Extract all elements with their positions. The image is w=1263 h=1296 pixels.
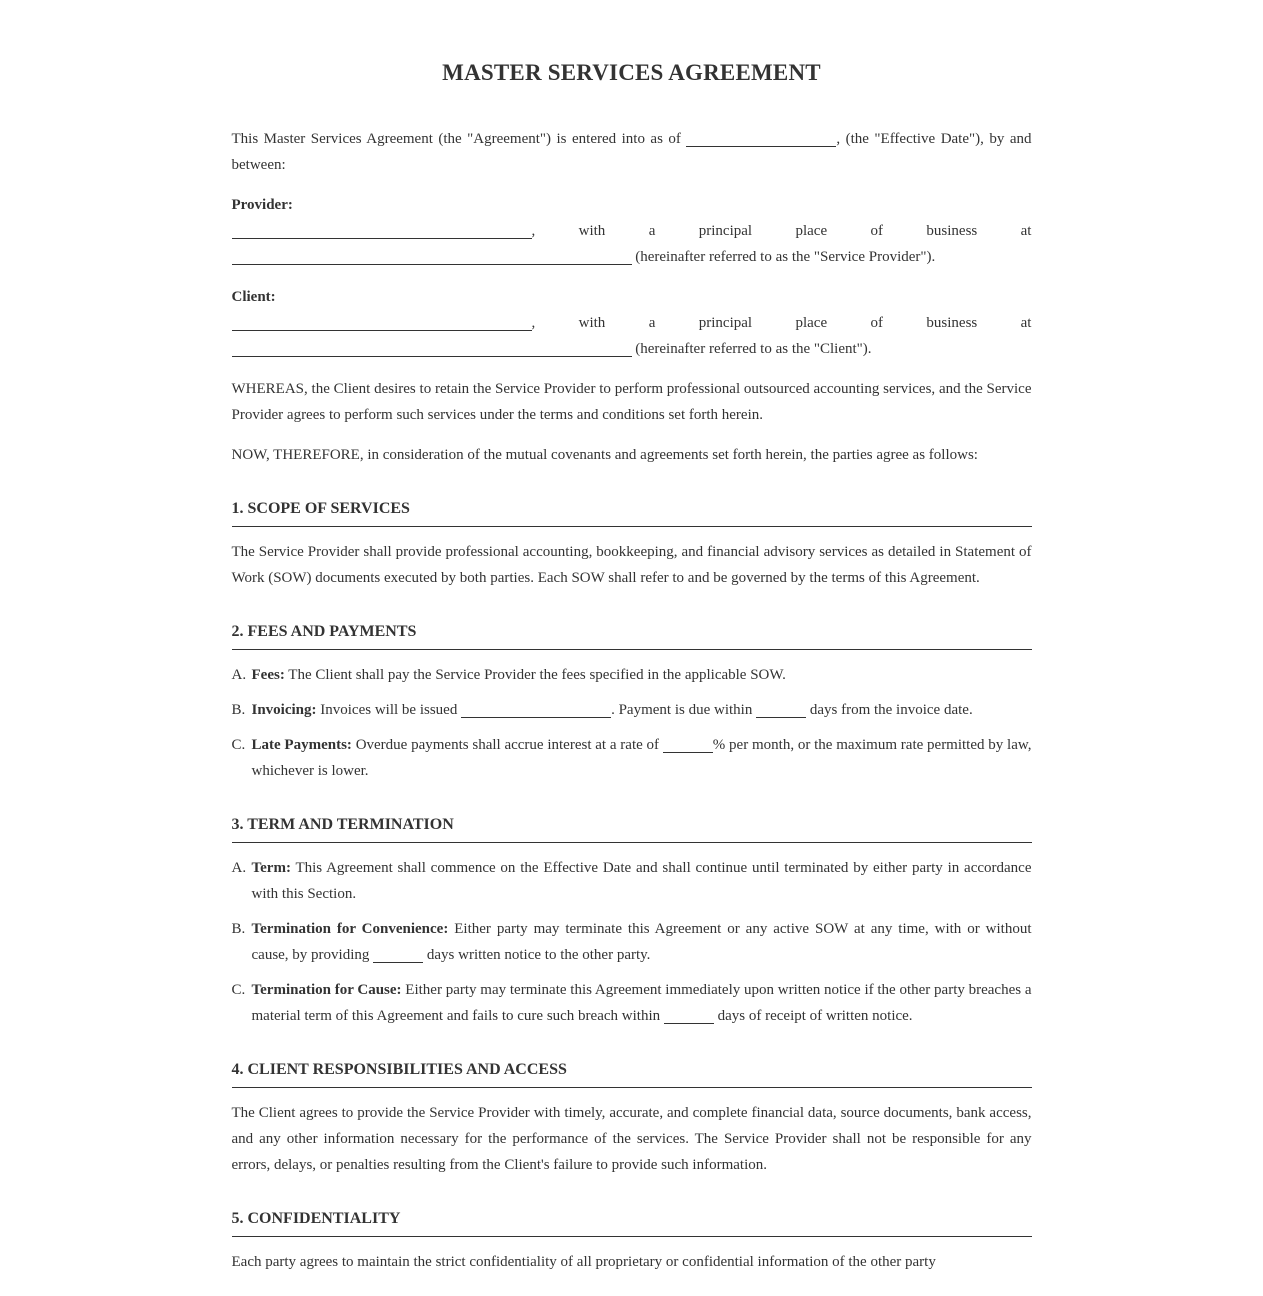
provider-block bbox=[232, 192, 1032, 270]
interest-rate-blank[interactable] bbox=[663, 738, 713, 753]
item-term: Invoicing: bbox=[251, 702, 317, 718]
provider-word: at bbox=[1020, 223, 1032, 239]
provider-comma: , bbox=[531, 223, 536, 239]
item-text: Invoices will be issued bbox=[316, 702, 462, 718]
item-letter: B. bbox=[231, 702, 246, 718]
item-body bbox=[252, 855, 1032, 907]
intro-text-before: This Master Services Agreement (the "Agreement") is entered into as of bbox=[231, 131, 687, 147]
client-word: of bbox=[870, 315, 884, 331]
item-term: Termination for Convenience: bbox=[251, 921, 449, 937]
client-name-group bbox=[232, 310, 536, 336]
client-word: principal bbox=[698, 315, 753, 331]
whereas-paragraph: WHEREAS, the Client desires to retain the Service Provider to perform professional outsourced accounting services, and the Service Provider agrees to perform such services under the terms and conditions set forth herein. bbox=[231, 381, 1032, 423]
section-heading-fees: 2. FEES AND PAYMENTS bbox=[232, 619, 1032, 650]
section-heading-scope: 1. SCOPE OF SERVICES bbox=[232, 496, 1032, 527]
list-item bbox=[232, 732, 1032, 784]
item-text: days from the invoice date. bbox=[806, 702, 973, 718]
item-letter: A. bbox=[231, 860, 247, 876]
document-title: MASTER SERVICES AGREEMENT bbox=[442, 60, 821, 85]
provider-word: principal bbox=[698, 223, 753, 239]
now-therefore-paragraph: NOW, THEREFORE, in consideration of the mutual covenants and agreements set forth herein, the parties agree as follows: bbox=[231, 447, 978, 463]
item-text: Overdue payments shall accrue interest at a rate of bbox=[351, 737, 663, 753]
item-text: Either party may terminate this Agreement immediately upon written notice if the other party breaches a material term of this Agreement and fails to cure such breach within bbox=[251, 982, 1032, 1024]
provider-heading: Provider: bbox=[231, 197, 293, 213]
item-body bbox=[252, 916, 1032, 968]
item-text: The Client shall pay the Service Provider the fees specified in the applicable SOW. bbox=[284, 667, 786, 683]
item-text: . Payment is due within bbox=[611, 702, 757, 718]
client-word: business bbox=[926, 315, 978, 331]
client-line bbox=[232, 310, 1032, 336]
provider-word: business bbox=[926, 223, 978, 239]
list-item bbox=[232, 977, 1032, 1029]
effective-date-blank[interactable] bbox=[686, 132, 836, 147]
list-item bbox=[232, 916, 1032, 968]
client-block bbox=[232, 284, 1032, 362]
section-body-confidentiality: Each party agrees to maintain the strict confidentiality of all proprietary or confidential information of the other party bbox=[231, 1254, 936, 1270]
item-body bbox=[252, 662, 1032, 688]
client-word: a bbox=[648, 315, 656, 331]
client-comma: , bbox=[531, 315, 536, 331]
provider-address-line bbox=[232, 244, 1032, 270]
provider-word: place bbox=[795, 223, 828, 239]
provider-name-group bbox=[232, 218, 536, 244]
section-heading-term: 3. TERM AND TERMINATION bbox=[232, 812, 1032, 843]
term-list bbox=[232, 855, 1032, 1029]
notice-days-blank[interactable] bbox=[373, 948, 423, 963]
provider-address-blank[interactable] bbox=[232, 250, 632, 265]
item-letter: A. bbox=[231, 667, 247, 683]
item-term: Late Payments: bbox=[251, 737, 352, 753]
client-word: with bbox=[578, 315, 606, 331]
item-term: Termination for Cause: bbox=[251, 982, 402, 998]
item-text: Either party may terminate this Agreement or any active SOW at any time, with or without cause, by providing bbox=[251, 921, 1032, 963]
section-body-scope: The Service Provider shall provide professional accounting, bookkeeping, and financial advisory services as detailed in Statement of Work (SOW) documents executed by both parties. Each SOW shall refer to and be governed by the terms of this Agreement. bbox=[231, 544, 1032, 586]
cure-days-blank[interactable] bbox=[664, 1009, 714, 1024]
item-body bbox=[252, 977, 1032, 1029]
client-word: place bbox=[795, 315, 828, 331]
provider-word: a bbox=[648, 223, 656, 239]
item-text: % per month, or the maximum rate permitted by law, whichever is lower. bbox=[251, 737, 1032, 779]
section-heading-client-responsibilities: 4. CLIENT RESPONSIBILITIES AND ACCESS bbox=[232, 1057, 1032, 1088]
item-text: days of receipt of written notice. bbox=[713, 1008, 913, 1024]
list-item bbox=[232, 662, 1032, 688]
list-item bbox=[232, 697, 1032, 723]
intro-paragraph bbox=[232, 126, 1032, 178]
fees-list bbox=[232, 662, 1032, 784]
provider-suffix: (hereinafter referred to as the "Service Provider"). bbox=[635, 249, 936, 265]
client-address-blank[interactable] bbox=[232, 342, 632, 357]
item-text: This Agreement shall commence on the Effective Date and shall continue until terminated by either party in accordance with this Section. bbox=[251, 860, 1032, 902]
item-term: Term: bbox=[251, 860, 291, 876]
item-letter: C. bbox=[231, 737, 246, 753]
list-item bbox=[232, 855, 1032, 907]
item-letter: C. bbox=[231, 982, 246, 998]
provider-word: with bbox=[578, 223, 606, 239]
client-address-line bbox=[232, 336, 1032, 362]
client-name-blank[interactable] bbox=[232, 316, 532, 331]
intro-text-after: , (the "Effective Date"), by and between: bbox=[231, 131, 1032, 173]
client-word: at bbox=[1020, 315, 1032, 331]
agreement-page bbox=[232, 0, 1032, 1275]
client-suffix: (hereinafter referred to as the "Client"). bbox=[635, 341, 872, 357]
item-body bbox=[252, 697, 1032, 723]
item-term: Fees: bbox=[251, 667, 285, 683]
section-body-client-responsibilities: The Client agrees to provide the Service Provider with timely, accurate, and complete financial data, source documents, bank access, and any other information necessary for the performance of the services. The Service Provider shall not be responsible for any errors, delays, or penalties resulting from the Client's failure to provide such information. bbox=[231, 1105, 1032, 1173]
item-text: days written notice to the other party. bbox=[423, 947, 651, 963]
payment-days-blank[interactable] bbox=[756, 703, 806, 718]
section-heading-confidentiality: 5. CONFIDENTIALITY bbox=[232, 1206, 1032, 1237]
provider-word: of bbox=[870, 223, 884, 239]
item-body bbox=[252, 732, 1032, 784]
client-heading: Client: bbox=[231, 289, 276, 305]
provider-name-blank[interactable] bbox=[232, 224, 532, 239]
item-letter: B. bbox=[231, 921, 246, 937]
invoice-frequency-blank[interactable] bbox=[461, 703, 611, 718]
provider-line bbox=[232, 218, 1032, 244]
